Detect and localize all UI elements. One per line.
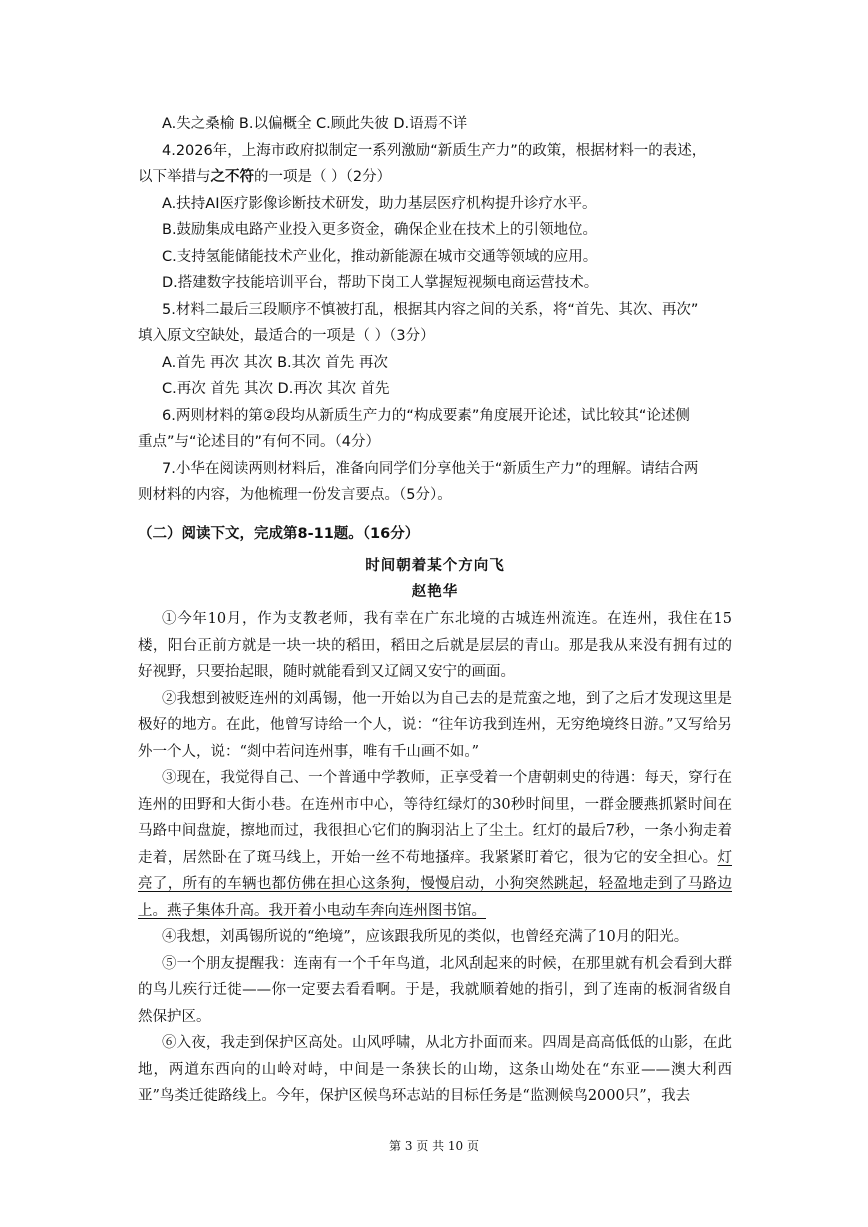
q3-options: A.失之桑榆 B.以偏概全 C.顾此失彼 D.语焉不详 bbox=[162, 116, 468, 132]
article-paragraph-5: ⑤一个朋友提醒我：连南有一个千年鸟道，北风刮起来的时候，在那里就有机会看到大群的鸟儿疾行迁徙——你一定要去看看啊。于是，我就顺着她的指引，到了连南的板洞省级自然保护区。 bbox=[138, 955, 732, 1025]
q7-stem-line2: 则材料的内容，为他梳理一份发言要点。（5分）。 bbox=[138, 487, 452, 503]
q4-option-b: B.鼓励集成电路产业投入更多资金，确保企业在技术上的引领地位。 bbox=[162, 222, 598, 238]
q5-options-ab: A.首先 再次 其次 B.其次 首先 再次 bbox=[162, 354, 388, 371]
q4-emphasis: 之不符 bbox=[210, 169, 254, 185]
article-paragraph-3 bbox=[138, 765, 732, 924]
page-number-footer: 第 3 页 共 10 页 bbox=[389, 1139, 479, 1153]
article-title: 时间朝着某个方向飞 bbox=[365, 557, 505, 574]
q5-options-cd: C.再次 首先 其次 D.再次 其次 首先 bbox=[162, 381, 390, 397]
section-heading: （二）阅读下文，完成第8-11题。（16分） bbox=[138, 526, 420, 542]
article-paragraph-6: ⑥入夜，我走到保护区高处。山风呼啸，从北方扑面而来。四周是高高低低的山影，在此地，两道东西向的山岭对峙，中间是一条狭长的山坳，这条山坳处在“东亚——澳大利西亚”鸟类迁徙路线上。今年，保护区候鸟环志站的目标任务是“监测候鸟2000只”，我去 bbox=[138, 1035, 732, 1104]
q4-stem-text-before: 以下举措与 bbox=[138, 169, 211, 185]
q4-option-c: C.支持氢能储能技术产业化，推动新能源在城市交通等领域的应用。 bbox=[162, 248, 598, 265]
question-block bbox=[138, 111, 732, 509]
q5-stem-line2: 填入原文空缺处，最适合的一项是（ ）（3分） bbox=[138, 328, 435, 344]
q6-stem-line2: 重点”与“论述目的”有何不同。（4分） bbox=[138, 434, 381, 450]
article-paragraph-4: ④我想，刘禹锡所说的“绝境”，应该跟我所见的类似，也曾经充满了10月的阳光。 bbox=[162, 929, 689, 945]
q5-stem-line1: 5.材料二最后三段顺序不慎被打乱，根据其内容之间的关系，将“首先、其次、再次” bbox=[162, 301, 699, 318]
article-author: 赵艳华 bbox=[411, 583, 459, 600]
q4-option-d: D.搭建数字技能培训平台，帮助下岗工人掌握短视频电商运营技术。 bbox=[162, 275, 599, 291]
q4-stem-line2 bbox=[138, 164, 732, 191]
article-body bbox=[138, 606, 732, 1110]
q4-stem-line1: 4.2026年，上海市政府拟制定一系列激励“新质生产力”的政策，根据材料一的表述， bbox=[162, 142, 707, 159]
article-paragraph-3-text: ③现在，我觉得自己、一个普通中学教师，正享受着一个唐朝刺史的待遇：每天，穿行在连州的田野和大街小巷。在连州市中心，等待红绿灯的30秒时间里，一群金腰燕抓紧时间在马路中间盘旋，擦地而过，我很担心它们的胸羽沾上了尘土。红灯的最后7秒，一条小狗走着走着，居然卧在了斑马线上，开始一丝不苟地搔痒。我紧紧盯着它，很为它的安全担心。 bbox=[138, 770, 732, 866]
q7-stem-line1: 7.小华在阅读两则材料后，准备向同学们分享他关于“新质生产力”的理解。请结合两 bbox=[162, 460, 699, 477]
q6-stem-line1: 6.两则材料的第②段均从新质生产力的“构成要素”角度展开论述，试比较其“论述侧 bbox=[162, 407, 690, 424]
article-paragraph-1: ①今年10月，作为支教老师，我有幸在广东北境的古城连州流连。在连州，我住在15楼，阳台正前方就是一块一块的稻田，稻田之后就是层层的青山。那是我从来没有拥有过的好视野，只要抬起眼，随时就能看到又辽阔又安宁的画面。 bbox=[138, 611, 732, 680]
underlined-passage: 灯亮了，所有的车辆也都仿佛在担心这条狗，慢慢启动，小狗突然跳起，轻盈地走到了马路边上。燕子集体升高。我开着小电动车奔向连州图书馆。 bbox=[138, 849, 732, 919]
article-paragraph-2: ②我想到被贬连州的刘禹锡，他一开始以为自己去的是荒蛮之地，到了之后才发现这里是极好的地方。在此，他曾写诗给一个人，说：“往年访我到连州，无穷绝境终日游。”又写给另外一个人，说：“剡中若问连州事，唯有千山画不如。” bbox=[138, 690, 732, 760]
q4-stem-text-after: 的一项是（ ）（2分） bbox=[254, 169, 392, 185]
q4-option-a: A.扶持AI医疗影像诊断技术研发，助力基层医疗机构提升诊疗水平。 bbox=[162, 195, 597, 212]
